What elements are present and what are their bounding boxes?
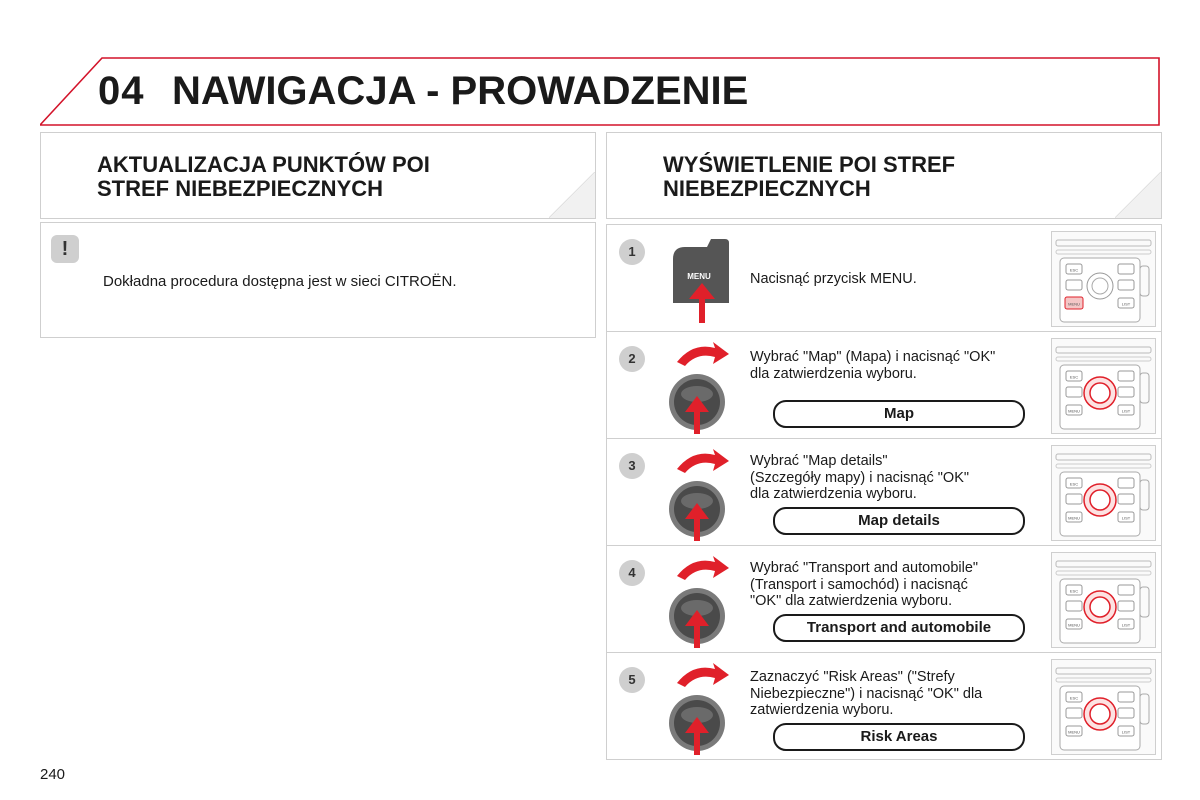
page-number: 240	[40, 766, 66, 783]
menu-option-transport-and-automobile[interactable]: Transport and automobile	[773, 614, 1025, 642]
svg-text:LIST: LIST	[1121, 622, 1131, 628]
menu-option-risk-areas[interactable]: Risk Areas	[773, 723, 1025, 751]
step-number: 2	[619, 346, 645, 372]
svg-text:MENU: MENU	[1068, 515, 1080, 521]
svg-text:MENU: MENU	[1068, 622, 1080, 628]
page-title: NAWIGACJA - PROWADZENIE	[172, 69, 749, 113]
left-section-header	[40, 132, 596, 219]
left-section-title: AKTUALIZACJA PUNKTÓW POI STREF NIEBEZPIECZNYCH	[97, 152, 430, 201]
svg-text:ESC: ESC	[1069, 695, 1079, 701]
menu-option-map-details[interactable]: Map details	[773, 507, 1025, 535]
header-corner-decoration	[1115, 172, 1161, 218]
step-number: 5	[619, 667, 645, 693]
svg-text:MENU: MENU	[1068, 301, 1080, 307]
svg-text:ESC: ESC	[1069, 588, 1079, 594]
step-4	[606, 545, 1162, 653]
warning-icon: !	[51, 235, 79, 263]
menu-option-map[interactable]: Map	[773, 400, 1025, 428]
chapter-header	[40, 57, 1160, 127]
svg-text:ESC: ESC	[1069, 481, 1079, 487]
step-1	[606, 224, 1162, 332]
svg-text:MENU: MENU	[1068, 408, 1080, 414]
control-panel-illustration	[1051, 445, 1156, 541]
step-number: 4	[619, 560, 645, 586]
step-5	[606, 652, 1162, 760]
step-text: Wybrać "Transport and automobile" (Transport i samochód) i nacisnąć "OK" dla zatwierdzenia wyboru.	[750, 560, 979, 609]
rotary-knob-icon	[663, 663, 735, 755]
step-text: Wybrać "Map details" (Szczegóły mapy) i nacisnąć "OK" dla zatwierdzenia wyboru.	[750, 453, 970, 502]
note-box	[40, 222, 596, 338]
step-text: Wybrać "Map" (Mapa) i nacisnąć "OK" dla zatwierdzenia wyboru.	[750, 349, 996, 382]
svg-text:ESC: ESC	[1069, 267, 1079, 273]
svg-text:ESC: ESC	[1069, 374, 1079, 380]
rotary-knob-icon	[663, 449, 735, 541]
rotary-knob-icon	[663, 556, 735, 648]
rotary-knob-icon	[663, 342, 735, 434]
step-3	[606, 438, 1162, 546]
control-panel-illustration	[1051, 552, 1156, 648]
step-text: Zaznaczyć "Risk Areas" ("Strefy Niebezpieczne") i nacisnąć "OK" dla zatwierdzenia wyboru.	[750, 669, 983, 718]
step-2	[606, 331, 1162, 439]
control-panel-illustration	[1051, 231, 1156, 327]
step-number: 3	[619, 453, 645, 479]
step-text: Nacisnąć przycisk MENU.	[750, 271, 917, 287]
menu-button-icon	[667, 233, 737, 325]
svg-text:LIST: LIST	[1121, 515, 1131, 521]
svg-text:MENU: MENU	[1068, 729, 1080, 735]
step-number: 1	[619, 239, 645, 265]
note-text: Dokładna procedura dostępna jest w sieci CITROËN.	[103, 273, 457, 290]
svg-text:LIST: LIST	[1121, 729, 1131, 735]
control-panel-illustration	[1051, 338, 1156, 434]
svg-text:LIST: LIST	[1121, 408, 1131, 414]
right-section-title: WYŚWIETLENIE POI STREF NIEBEZPIECZNYCH	[663, 152, 956, 201]
svg-text:LIST: LIST	[1121, 301, 1131, 307]
menu-button-label: MENU	[687, 272, 711, 281]
chapter-number: 04	[98, 69, 145, 113]
header-corner-decoration	[549, 172, 595, 218]
right-section-header	[606, 132, 1162, 219]
control-panel-illustration	[1051, 659, 1156, 755]
